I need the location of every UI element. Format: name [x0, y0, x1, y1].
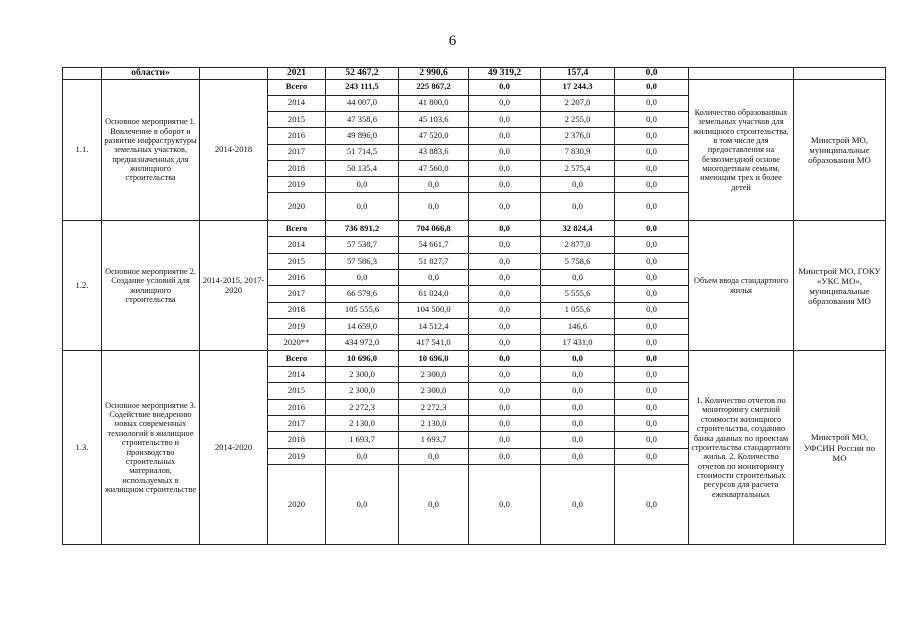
- value-cell: 0,0: [615, 464, 689, 544]
- responsible-executor: Минстрой МО, муниципальные образования МО: [794, 79, 886, 221]
- value-cell: 10 696,0: [399, 351, 469, 367]
- value-cell: 0,0: [615, 128, 689, 144]
- implementation-period: 2014-2015, 2017-2020: [200, 221, 268, 351]
- value-cell: 0,0: [541, 270, 615, 286]
- value-cell: 0,0: [469, 79, 541, 95]
- value-cell: 0,0: [469, 351, 541, 367]
- year-cell: 2016: [268, 399, 326, 415]
- total-value: 50 135,4: [326, 160, 399, 176]
- year-cell: 2016: [268, 270, 326, 286]
- value-cell: 0,0: [541, 432, 615, 448]
- value-cell: 2 990,6: [399, 68, 469, 80]
- table-row: [63, 221, 886, 237]
- value-cell: 0,0: [615, 160, 689, 176]
- value-cell: 1 055,6: [541, 302, 615, 318]
- value-cell: 45 103,6: [399, 111, 469, 127]
- value-cell: 7 830,9: [541, 144, 615, 160]
- year-cell: 2021: [268, 68, 326, 80]
- value-cell: 0,0: [469, 177, 541, 193]
- value-cell: 0,0: [541, 383, 615, 399]
- table-row: [63, 79, 886, 95]
- period-cell: [200, 68, 268, 80]
- year-cell: 2018: [268, 160, 326, 176]
- activity-description: Основное мероприятие 3. Содействие внедрению новых современных технологий в жилищное строительство и производство строительных материалов, используемых в жилищном строительстве: [102, 351, 200, 545]
- value-cell: 61 024,0: [399, 286, 469, 302]
- value-cell: 0,0: [469, 237, 541, 253]
- value-cell: 0,0: [469, 318, 541, 334]
- year-cell: 2015: [268, 383, 326, 399]
- value-cell: 0,0: [615, 351, 689, 367]
- value-cell: 5 555,6: [541, 286, 615, 302]
- total-value: 66 579,6: [326, 286, 399, 302]
- value-cell: 0,0: [399, 193, 469, 221]
- year-cell: 2017: [268, 416, 326, 432]
- value-cell: 0,0: [469, 111, 541, 127]
- value-cell: 0,0: [469, 335, 541, 351]
- value-cell: 51 827,7: [399, 253, 469, 269]
- item-number: 1.3.: [63, 351, 102, 545]
- implementation-period: 2014-2018: [200, 79, 268, 221]
- program-activities-table: [62, 67, 886, 545]
- year-cell: 2018: [268, 432, 326, 448]
- value-cell: 2 376,0: [541, 128, 615, 144]
- result-indicator: 1. Количество отчетов по мониторингу сметной стоимости жилищного строительства, созданию банка данных по проектам строительства стандартного жилья. 2. Количество отчетов по мониторингу стоимости строительных ресурсов для расчета ежеквартальных: [689, 351, 794, 545]
- activity-description: области»: [102, 68, 200, 80]
- total-value: 10 696,0: [326, 351, 399, 367]
- value-cell: 47 560,0: [399, 160, 469, 176]
- value-cell: 0,0: [469, 144, 541, 160]
- year-cell: 2020**: [268, 335, 326, 351]
- value-cell: 0,0: [399, 448, 469, 464]
- value-cell: 54 661,7: [399, 237, 469, 253]
- value-cell: 0,0: [615, 177, 689, 193]
- indicator-cell: [689, 68, 794, 80]
- value-cell: 0,0: [615, 302, 689, 318]
- value-cell: 47 520,0: [399, 128, 469, 144]
- value-cell: 0,0: [615, 144, 689, 160]
- executor-cell: [794, 68, 886, 80]
- value-cell: 2 207,0: [541, 95, 615, 111]
- value-cell: 41 800,0: [399, 95, 469, 111]
- total-value: 14 659,0: [326, 318, 399, 334]
- year-cell: 2020: [268, 464, 326, 544]
- value-cell: 0,0: [615, 193, 689, 221]
- year-cell: 2015: [268, 111, 326, 127]
- total-value: 57 538,7: [326, 237, 399, 253]
- total-value: 0,0: [326, 464, 399, 544]
- value-cell: 0,0: [615, 270, 689, 286]
- value-cell: 0,0: [615, 318, 689, 334]
- year-cell: 2020: [268, 193, 326, 221]
- year-cell: Всего: [268, 79, 326, 95]
- value-cell: 0,0: [399, 177, 469, 193]
- total-value: 44 007,0: [326, 95, 399, 111]
- value-cell: 0,0: [469, 95, 541, 111]
- value-cell: 0,0: [541, 177, 615, 193]
- activity-description: Основное мероприятие 1. Вовлечение в оборот и развитие инфраструктуры земельных участков, предназначенных для жилищного строительства: [102, 79, 200, 221]
- total-value: 1 693,7: [326, 432, 399, 448]
- value-cell: 0,0: [469, 193, 541, 221]
- item-number: 1.1.: [63, 79, 102, 221]
- item-number: 1.2.: [63, 221, 102, 351]
- year-cell: 2019: [268, 177, 326, 193]
- value-cell: 0,0: [615, 367, 689, 383]
- total-value: 57 586,3: [326, 253, 399, 269]
- value-cell: 17 431,0: [541, 335, 615, 351]
- value-cell: 5 758,6: [541, 253, 615, 269]
- value-cell: 0,0: [615, 383, 689, 399]
- total-value: 52 467,2: [326, 68, 399, 80]
- value-cell: 49 319,2: [469, 68, 541, 80]
- implementation-period: 2014-2020: [200, 351, 268, 545]
- total-value: 2 272,3: [326, 399, 399, 415]
- total-value: 47 358,6: [326, 111, 399, 127]
- year-cell: 2019: [268, 448, 326, 464]
- value-cell: 0,0: [469, 367, 541, 383]
- responsible-executor: Минстрой МО, УФСИН России по МО: [794, 351, 886, 545]
- table-row: [63, 351, 886, 367]
- year-cell: 2018: [268, 302, 326, 318]
- value-cell: 417 541,0: [399, 335, 469, 351]
- year-cell: 2017: [268, 286, 326, 302]
- value-cell: 0,0: [469, 286, 541, 302]
- value-cell: 0,0: [541, 351, 615, 367]
- value-cell: 0,0: [399, 464, 469, 544]
- value-cell: 0,0: [541, 399, 615, 415]
- value-cell: 146,6: [541, 318, 615, 334]
- value-cell: 2 877,0: [541, 237, 615, 253]
- value-cell: 2 300,0: [399, 383, 469, 399]
- value-cell: 0,0: [469, 128, 541, 144]
- value-cell: 0,0: [469, 464, 541, 544]
- year-cell: Всего: [268, 221, 326, 237]
- year-cell: Всего: [268, 351, 326, 367]
- page-number: 6: [448, 33, 457, 49]
- value-cell: 0,0: [399, 270, 469, 286]
- year-cell: 2014: [268, 95, 326, 111]
- result-indicator: Количество образованных земельных участков для жилищного строительства, в том числе для предоставления на безвозмездной основе многодетным семьям, имеющим трех и более детей: [689, 79, 794, 221]
- value-cell: 14 512,4: [399, 318, 469, 334]
- value-cell: 104 500,0: [399, 302, 469, 318]
- value-cell: 0,0: [469, 448, 541, 464]
- value-cell: 0,0: [615, 335, 689, 351]
- value-cell: 32 824,4: [541, 221, 615, 237]
- value-cell: 0,0: [469, 399, 541, 415]
- year-cell: 2017: [268, 144, 326, 160]
- value-cell: 0,0: [615, 286, 689, 302]
- year-cell: 2019: [268, 318, 326, 334]
- total-value: 49 896,0: [326, 128, 399, 144]
- value-cell: 157,4: [541, 68, 615, 80]
- value-cell: 0,0: [541, 448, 615, 464]
- total-value: 0,0: [326, 270, 399, 286]
- value-cell: 0,0: [615, 111, 689, 127]
- value-cell: 17 244,3: [541, 79, 615, 95]
- value-cell: 0,0: [469, 253, 541, 269]
- value-cell: 225 867,2: [399, 79, 469, 95]
- total-value: 51 714,5: [326, 144, 399, 160]
- activity-description: Основное мероприятие 2. Создание условий для жилищного строительства: [102, 221, 200, 351]
- total-value: 0,0: [326, 193, 399, 221]
- value-cell: 0,0: [615, 399, 689, 415]
- value-cell: 0,0: [469, 221, 541, 237]
- responsible-executor: Минстрой МО, ГОКУ «УКС МО», муниципальные образования МО: [794, 221, 886, 351]
- value-cell: 2 300,0: [399, 367, 469, 383]
- value-cell: 0,0: [615, 416, 689, 432]
- total-value: 2 300,0: [326, 367, 399, 383]
- value-cell: 0,0: [615, 221, 689, 237]
- value-cell: 0,0: [615, 432, 689, 448]
- value-cell: 0,0: [469, 432, 541, 448]
- value-cell: 0,0: [469, 416, 541, 432]
- year-cell: 2016: [268, 128, 326, 144]
- year-cell: 2014: [268, 367, 326, 383]
- value-cell: 2 272,3: [399, 399, 469, 415]
- value-cell: 43 883,6: [399, 144, 469, 160]
- value-cell: 0,0: [469, 270, 541, 286]
- value-cell: 2 255,0: [541, 111, 615, 127]
- value-cell: 704 066,8: [399, 221, 469, 237]
- year-cell: 2014: [268, 237, 326, 253]
- value-cell: 0,0: [541, 464, 615, 544]
- total-value: 2 130,0: [326, 416, 399, 432]
- continuation-row: [63, 68, 886, 80]
- value-cell: 0,0: [615, 68, 689, 80]
- value-cell: 0,0: [469, 302, 541, 318]
- value-cell: 0,0: [541, 416, 615, 432]
- total-value: 0,0: [326, 448, 399, 464]
- value-cell: 0,0: [615, 95, 689, 111]
- result-indicator: Объем ввода стандартного жилья: [689, 221, 794, 351]
- value-cell: 0,0: [541, 193, 615, 221]
- total-value: 736 891,2: [326, 221, 399, 237]
- value-cell: 2 575,4: [541, 160, 615, 176]
- value-cell: 0,0: [469, 383, 541, 399]
- total-value: 2 300,0: [326, 383, 399, 399]
- num-cell: [63, 68, 102, 80]
- total-value: 243 111,5: [326, 79, 399, 95]
- total-value: 105 555,6: [326, 302, 399, 318]
- value-cell: 1 693,7: [399, 432, 469, 448]
- value-cell: 0,0: [541, 367, 615, 383]
- value-cell: 0,0: [615, 253, 689, 269]
- total-value: 434 972,0: [326, 335, 399, 351]
- value-cell: 0,0: [615, 448, 689, 464]
- value-cell: 0,0: [615, 79, 689, 95]
- value-cell: 0,0: [615, 237, 689, 253]
- total-value: 0,0: [326, 177, 399, 193]
- value-cell: 0,0: [469, 160, 541, 176]
- value-cell: 2 130,0: [399, 416, 469, 432]
- year-cell: 2015: [268, 253, 326, 269]
